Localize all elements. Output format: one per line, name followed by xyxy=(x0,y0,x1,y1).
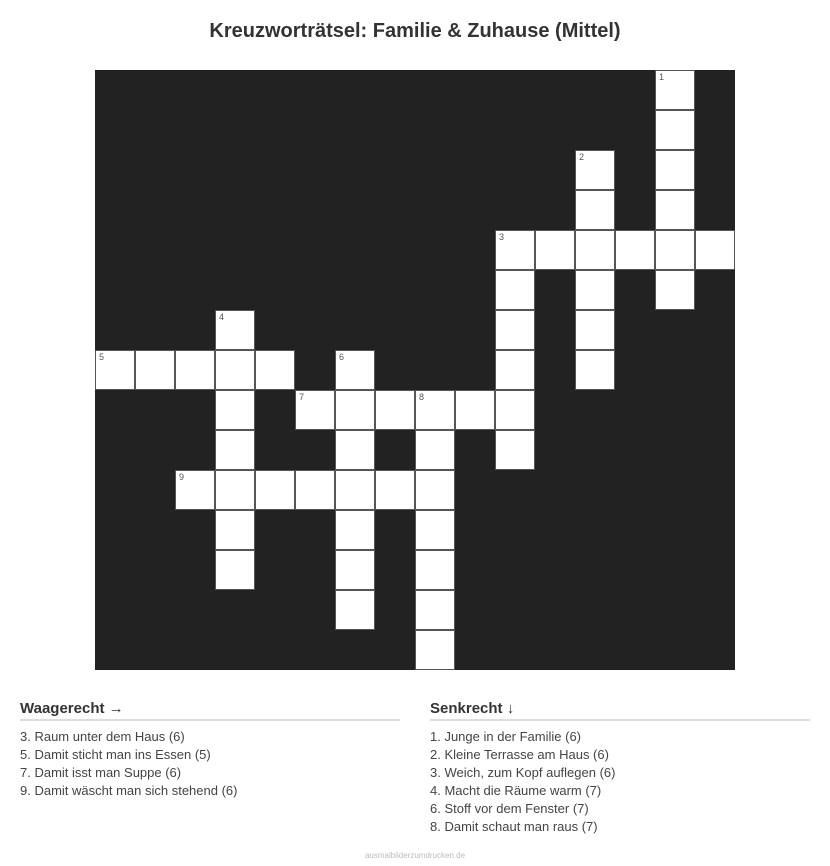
crossword-cell[interactable] xyxy=(655,270,695,310)
page-title: Kreuzworträtsel: Familie & Zuhause (Mittel) xyxy=(209,20,621,42)
crossword-cell[interactable] xyxy=(655,110,695,150)
across-heading-label: Waagerecht xyxy=(20,700,105,717)
crossword-cell[interactable] xyxy=(415,470,455,510)
across-clue-7: 7. Damit isst man Suppe (6) xyxy=(20,765,182,780)
crossword-cell[interactable] xyxy=(615,230,655,270)
crossword-cell[interactable] xyxy=(215,470,255,510)
crossword-cell[interactable] xyxy=(655,190,695,230)
down-clue-1: 1. Junge in der Familie (6) xyxy=(430,729,582,744)
crossword-cell[interactable] xyxy=(415,550,455,590)
crossword-cell[interactable] xyxy=(575,150,615,190)
crossword-cell[interactable] xyxy=(575,310,615,350)
down-heading xyxy=(430,700,810,721)
crossword-cell[interactable] xyxy=(535,230,575,270)
across-heading xyxy=(20,700,400,721)
down-heading-label: Senkrecht xyxy=(430,700,503,717)
cell-number: 1 xyxy=(659,72,665,82)
crossword-cell[interactable] xyxy=(335,390,375,430)
crossword-cell[interactable] xyxy=(295,390,335,430)
crossword-cell[interactable] xyxy=(175,350,215,390)
cell-number: 4 xyxy=(219,312,225,322)
crossword-cell[interactable] xyxy=(375,390,415,430)
crossword-cell[interactable] xyxy=(575,230,615,270)
crossword-cell[interactable] xyxy=(95,350,135,390)
cell-number: 2 xyxy=(579,152,585,162)
crossword-cell[interactable] xyxy=(495,430,535,470)
across-clue-5: 5. Damit sticht man ins Essen (5) xyxy=(20,747,211,762)
crossword-cell[interactable] xyxy=(695,230,735,270)
crossword-grid xyxy=(95,70,735,670)
crossword-cell[interactable] xyxy=(335,590,375,630)
crossword-cell[interactable] xyxy=(215,350,255,390)
right-arrow-icon: → xyxy=(108,700,124,717)
across-clue-3: 3. Raum unter dem Haus (6) xyxy=(20,729,185,744)
crossword-cell[interactable] xyxy=(215,550,255,590)
crossword-cell[interactable] xyxy=(255,470,295,510)
crossword-cell[interactable] xyxy=(415,430,455,470)
crossword-cell[interactable] xyxy=(415,590,455,630)
crossword-cell[interactable] xyxy=(215,430,255,470)
down-clue-2: 2. Kleine Terrasse am Haus (6) xyxy=(430,747,609,762)
cell-number: 8 xyxy=(419,392,425,402)
down-clue-8: 8. Damit schaut man raus (7) xyxy=(430,819,598,834)
crossword-cell[interactable] xyxy=(375,470,415,510)
down-clue-3: 3. Weich, zum Kopf auflegen (6) xyxy=(430,765,616,780)
footer-watermark: ausmalbilderzumdrucken.de xyxy=(364,851,466,860)
cell-number: 3 xyxy=(499,232,505,242)
crossword-cell[interactable] xyxy=(575,190,615,230)
crossword-cell[interactable] xyxy=(415,390,455,430)
cell-number: 5 xyxy=(99,352,105,362)
crossword-cell[interactable] xyxy=(335,470,375,510)
crossword-cell[interactable] xyxy=(335,350,375,390)
crossword-cell[interactable] xyxy=(215,510,255,550)
crossword-cell[interactable] xyxy=(655,150,695,190)
crossword-cell[interactable] xyxy=(575,270,615,310)
down-clue-6: 6. Stoff vor dem Fenster (7) xyxy=(430,801,589,816)
cell-number: 9 xyxy=(179,472,185,482)
crossword-cell[interactable] xyxy=(495,230,535,270)
crossword-cell[interactable] xyxy=(575,350,615,390)
crossword-cell[interactable] xyxy=(455,390,495,430)
crossword-cell[interactable] xyxy=(335,550,375,590)
crossword-cell[interactable] xyxy=(335,430,375,470)
crossword-cell[interactable] xyxy=(495,350,535,390)
crossword-cell[interactable] xyxy=(415,510,455,550)
crossword-cell[interactable] xyxy=(655,70,695,110)
crossword-cell[interactable] xyxy=(655,230,695,270)
crossword-cell[interactable] xyxy=(215,390,255,430)
down-clue-4: 4. Macht die Räume warm (7) xyxy=(430,783,602,798)
cell-number: 6 xyxy=(339,352,345,362)
crossword-cell[interactable] xyxy=(135,350,175,390)
crossword-cell[interactable] xyxy=(495,390,535,430)
across-clues-section xyxy=(20,700,400,800)
crossword-cell[interactable] xyxy=(495,310,535,350)
down-clues-section xyxy=(430,700,810,836)
crossword-cell[interactable] xyxy=(415,630,455,670)
across-clue-9: 9. Damit wäscht man sich stehend (6) xyxy=(20,783,238,798)
crossword-cell[interactable] xyxy=(295,470,335,510)
crossword-cell[interactable] xyxy=(175,470,215,510)
crossword-cell[interactable] xyxy=(215,310,255,350)
crossword-cell[interactable] xyxy=(255,350,295,390)
crossword-cell[interactable] xyxy=(495,270,535,310)
down-arrow-icon: ↓ xyxy=(506,700,515,717)
cell-number: 7 xyxy=(299,392,305,402)
crossword-cell[interactable] xyxy=(335,510,375,550)
